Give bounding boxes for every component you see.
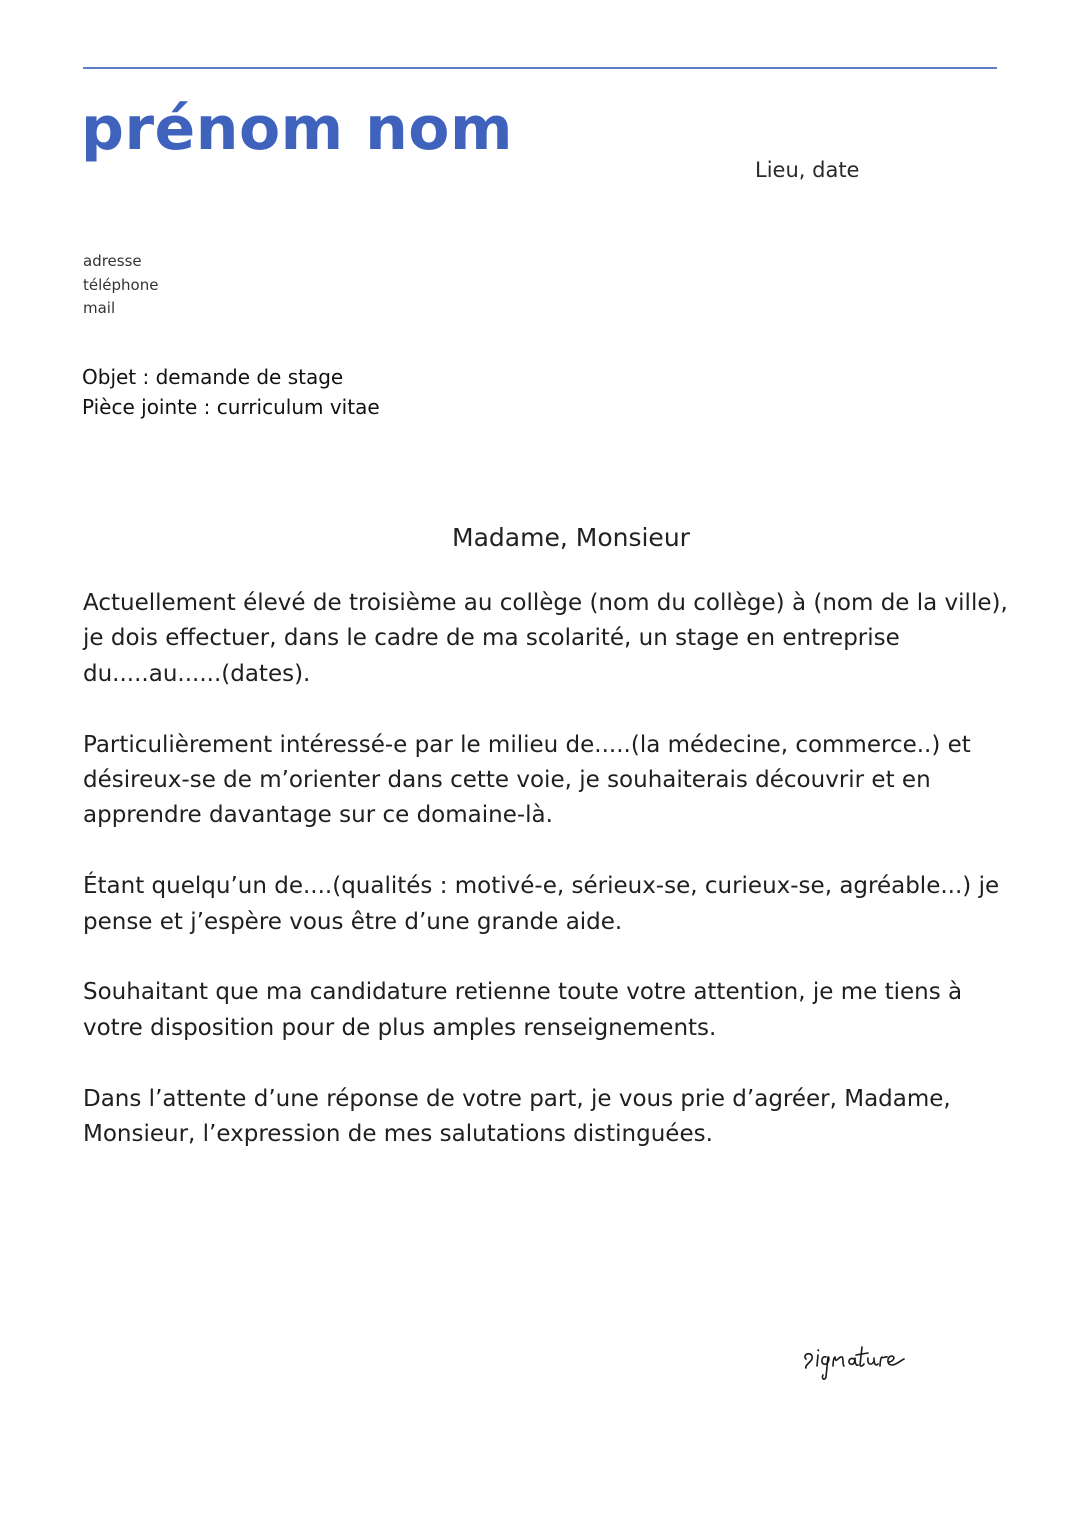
contact-phone: téléphone xyxy=(83,275,159,294)
place-date: Lieu, date xyxy=(755,158,860,182)
subject-object: Objet : demande de stage xyxy=(82,365,344,389)
paragraph-qualities: Étant quelqu’un de....(qualités : motivé-e, sérieux-se, curieux-se, agréable...) je pense et j’espère vous être d’une grande aide. xyxy=(83,873,1000,935)
contact-address: adresse xyxy=(83,252,142,270)
letter-body xyxy=(83,586,1013,1188)
paragraph-closing: Dans l’attente d’une réponse de votre part, je vous prie d’agréer, Madame, Monsieur, l’expression de mes salutations distinguées. xyxy=(83,1085,951,1148)
signature xyxy=(800,1335,920,1389)
header-divider xyxy=(83,67,997,69)
contact-block xyxy=(83,250,158,321)
subject-block xyxy=(82,362,380,422)
contact-mail: mail xyxy=(83,299,116,317)
paragraph-interest: Particulièrement intéressé-e par le milieu de.....(la médecine, commerce..) et désireux-se de m’orienter dans cette voie, je souhaiterais découvrir et en apprendre davantage sur ce domaine-là. xyxy=(83,731,971,829)
subject-attachment: Pièce jointe : curriculum vitae xyxy=(82,395,380,419)
signature-handwriting-icon xyxy=(800,1335,920,1385)
paragraph-availability: Souhaitant que ma candidature retienne toute votre attention, je me tiens à votre disposition pour de plus amples renseignements. xyxy=(83,979,963,1041)
paragraph-intro: Actuellement élevé de troisième au collège (nom du collège) à (nom de la ville), je dois effectuer, dans le cadre de ma scolarité, un stage en entreprise du.....au......(dates). xyxy=(83,590,1008,687)
sender-name: prénom nom xyxy=(81,94,514,164)
salutation: Madame, Monsieur xyxy=(452,523,690,552)
